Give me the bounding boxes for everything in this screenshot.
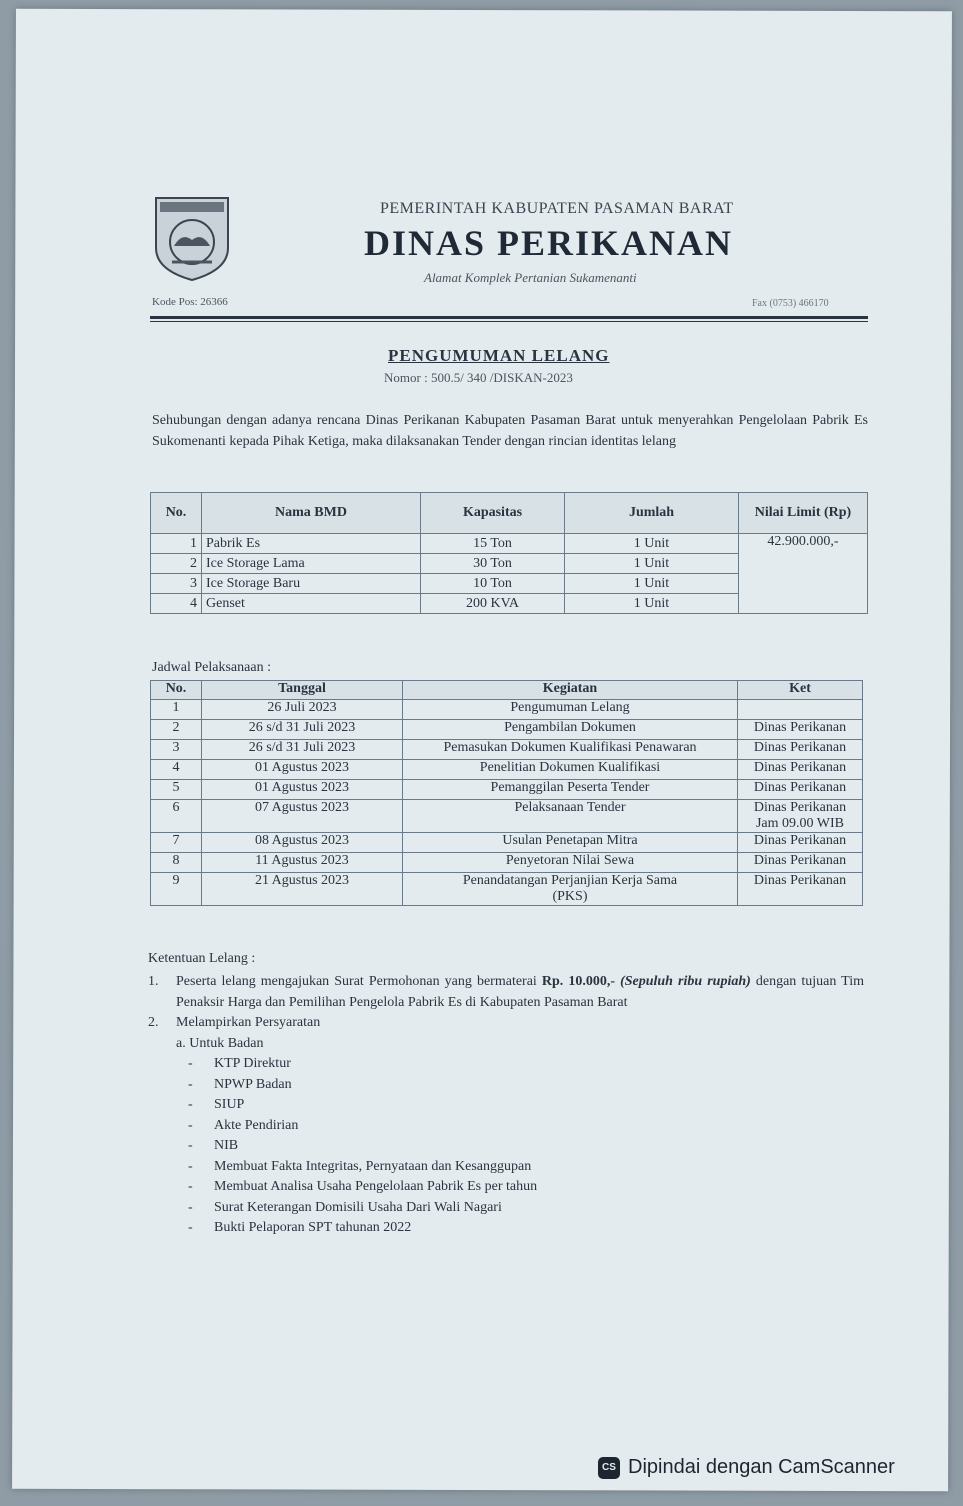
ket-line: Dinas Perikanan [753, 800, 847, 815]
requirement-item [148, 1136, 864, 1157]
col-header-capacity: Kapasitas [421, 493, 565, 534]
cell-no: 9 [151, 873, 202, 906]
fax-number: Fax (0753) 466170 [752, 298, 829, 309]
cell-date: 07 Agustus 2023 [202, 800, 403, 833]
ket-time: Jam 09.00 WIB [755, 816, 844, 831]
table-row [151, 760, 863, 780]
dash-bullet-icon: - [188, 1117, 193, 1133]
intro-paragraph: Sehubungan dengan adanya rencana Dinas Perikanan Kabupaten Pasaman Barat untuk menyerahkan Pengelolaan Pabrik Es Sukomenanti kepada Pihak Ketiga, maka dilaksanakan Tender dengan rincian identitas lelang [152, 413, 868, 449]
camscanner-watermark [598, 1456, 895, 1479]
cell-no: 6 [151, 800, 202, 833]
dash-bullet-icon: - [188, 1179, 193, 1194]
schedule-label: Jadwal Pelaksanaan : [152, 660, 271, 675]
government-name: PEMERINTAH KABUPATEN PASAMAN BARAT [380, 200, 734, 217]
cell-activity: Penyetoran Nilai Sewa [403, 853, 738, 873]
table-row [151, 780, 863, 800]
col-header-no: No. [151, 681, 202, 700]
camscanner-logo-icon: CS [598, 1457, 620, 1479]
table-row [151, 873, 863, 906]
cell-activity [403, 873, 738, 906]
fee-amount-words: (Sepuluh ribu rupiah) [620, 974, 751, 989]
table-row [151, 800, 863, 833]
announcement-number: Nomor : 500.5/ 340 /DISKAN-2023 [384, 370, 573, 385]
letterhead-rule [150, 316, 868, 319]
requirement-item [148, 1054, 864, 1075]
table-row [151, 720, 863, 740]
requirement-text: KTP Direktur [214, 1056, 291, 1071]
item-text-a: Peserta lelang mengajukan Surat Permohonan yang bermaterai [176, 974, 537, 989]
cell-name: Ice Storage Baru [202, 574, 421, 594]
dash-bullet-icon: - [188, 1158, 193, 1174]
cell-limit-value: 42.900.000,- [739, 534, 868, 614]
cell-capacity: 10 Ton [421, 574, 565, 594]
cell-activity: Usulan Penetapan Mitra [403, 833, 738, 853]
fee-amount: Rp. 10.000,- [541, 974, 615, 989]
item-text [176, 972, 864, 1013]
cell-qty: 1 Unit [565, 574, 739, 594]
requirement-item [148, 1095, 864, 1116]
cell-date: 26 Juli 2023 [202, 700, 403, 720]
requirement-text: Surat Keterangan Domisili Usaha Dari Wali Nagari [214, 1199, 502, 1215]
cell-capacity: 30 Ton [421, 554, 565, 574]
cell-date: 01 Agustus 2023 [202, 780, 403, 800]
cell-no: 2 [151, 554, 202, 574]
letterhead-rule-thin [150, 321, 868, 322]
agency-address: Alamat Komplek Pertanian Sukamenanti [424, 270, 637, 285]
cell-ket: Dinas Perikanan [738, 760, 863, 780]
terms-label: Ketentuan Lelang : [148, 951, 256, 966]
schedule-table-header [151, 681, 863, 700]
schedule-table [150, 680, 863, 906]
table-row [151, 853, 863, 873]
asset-table-header [151, 493, 868, 534]
item-text: Melampirkan Persyaratan [176, 1015, 321, 1030]
cell-no: 5 [151, 780, 202, 800]
col-header-name: Nama BMD [202, 493, 421, 534]
table-row [151, 740, 863, 760]
cell-activity: Pelaksanaan Tender [403, 800, 738, 833]
terms-list [148, 972, 864, 1239]
announcement-title: PENGUMUMAN LELANG [388, 346, 610, 365]
cell-capacity: 15 Ton [421, 534, 565, 554]
cell-no: 2 [151, 720, 202, 740]
requirement-item [148, 1177, 864, 1198]
requirement-text: Membuat Analisa Usaha Pengelolaan Pabrik Es per tahun [214, 1179, 538, 1194]
item-number: 1. [148, 974, 159, 989]
cell-ket [738, 700, 863, 720]
cell-ket: Dinas Perikanan [738, 740, 863, 760]
requirement-text: Membuat Fakta Integritas, Pernyataan dan Kesanggupan [214, 1158, 532, 1174]
cell-qty: 1 Unit [565, 594, 739, 614]
cell-date: 08 Agustus 2023 [202, 833, 403, 853]
cell-name: Pabrik Es [202, 534, 421, 554]
dash-bullet-icon: - [188, 1056, 193, 1071]
watermark-text: Dipindai dengan CamScanner [628, 1456, 895, 1478]
dash-bullet-icon: - [188, 1220, 193, 1235]
cell-ket: Dinas Perikanan [738, 873, 863, 906]
dash-bullet-icon: - [188, 1138, 193, 1153]
dash-bullet-icon: - [188, 1199, 193, 1215]
cell-ket: Dinas Perikanan [738, 780, 863, 800]
cell-no: 1 [151, 700, 202, 720]
cell-date: 26 s/d 31 Juli 2023 [202, 720, 403, 740]
cell-activity: Pemasukan Dokumen Kualifikasi Penawaran [403, 740, 738, 760]
cell-name: Genset [202, 594, 421, 614]
activity-line-2: (PKS) [552, 889, 588, 904]
cell-ket [738, 800, 863, 833]
agency-name: DINAS PERIKANAN [364, 223, 734, 263]
cell-no: 8 [151, 853, 202, 873]
col-header-qty: Jumlah [565, 493, 739, 534]
cell-no: 4 [151, 760, 202, 780]
dash-bullet-icon: - [188, 1097, 193, 1112]
list-item [148, 1013, 864, 1034]
cell-activity: Penelitian Dokumen Kualifikasi [403, 760, 738, 780]
requirement-text: Akte Pendirian [214, 1117, 299, 1133]
item-number: 2. [148, 1015, 159, 1030]
cell-date: 26 s/d 31 Juli 2023 [202, 740, 403, 760]
cell-no: 3 [151, 574, 202, 594]
col-header-date: Tanggal [202, 681, 403, 700]
item-text-b: dengan tujuan Tim Penaksir Harga dan Pemilihan Pengelola Pabrik Es di Kabupaten Pasaman Barat [176, 974, 864, 1010]
col-header-limit: Nilai Limit (Rp) [739, 493, 868, 534]
requirement-item [148, 1157, 864, 1178]
cell-no: 4 [151, 594, 202, 614]
dash-bullet-icon: - [188, 1076, 193, 1092]
cell-date: 11 Agustus 2023 [202, 853, 403, 873]
cell-date: 01 Agustus 2023 [202, 760, 403, 780]
requirement-item [148, 1218, 864, 1239]
col-header-activity: Kegiatan [403, 681, 738, 700]
regency-emblem-logo [152, 196, 232, 282]
cell-ket: Dinas Perikanan [738, 853, 863, 873]
cell-activity: Pemanggilan Peserta Tender [403, 780, 738, 800]
cell-capacity: 200 KVA [421, 594, 565, 614]
table-row [151, 833, 863, 853]
table-row [151, 534, 868, 554]
cell-ket: Dinas Perikanan [738, 833, 863, 853]
requirement-text: NPWP Badan [214, 1076, 292, 1092]
cell-activity: Pengumuman Lelang [403, 700, 738, 720]
requirement-text: Bukti Pelaporan SPT tahunan 2022 [214, 1220, 412, 1235]
requirement-item [148, 1075, 864, 1096]
cell-ket: Dinas Perikanan [738, 720, 863, 740]
cell-no: 7 [151, 833, 202, 853]
table-row [151, 700, 863, 720]
col-header-ket: Ket [738, 681, 863, 700]
requirement-item [148, 1116, 864, 1137]
sub-item-label: a. Untuk Badan [176, 1035, 264, 1051]
col-header-no: No. [151, 493, 202, 534]
list-item [148, 972, 864, 1013]
cell-no: 3 [151, 740, 202, 760]
cell-date: 21 Agustus 2023 [202, 873, 403, 906]
cell-no: 1 [151, 534, 202, 554]
activity-line: Penandatangan Perjanjian Kerja Sama [462, 873, 678, 888]
requirement-item [148, 1198, 864, 1219]
requirement-text: NIB [214, 1138, 239, 1153]
cell-qty: 1 Unit [565, 554, 739, 574]
asset-table [150, 492, 868, 614]
requirement-text: SIUP [214, 1097, 245, 1112]
cell-qty: 1 Unit [565, 534, 739, 554]
cell-activity: Pengambilan Dokumen [403, 720, 738, 740]
postal-code: Kode Pos: 26366 [152, 296, 228, 308]
cell-name: Ice Storage Lama [202, 554, 421, 574]
